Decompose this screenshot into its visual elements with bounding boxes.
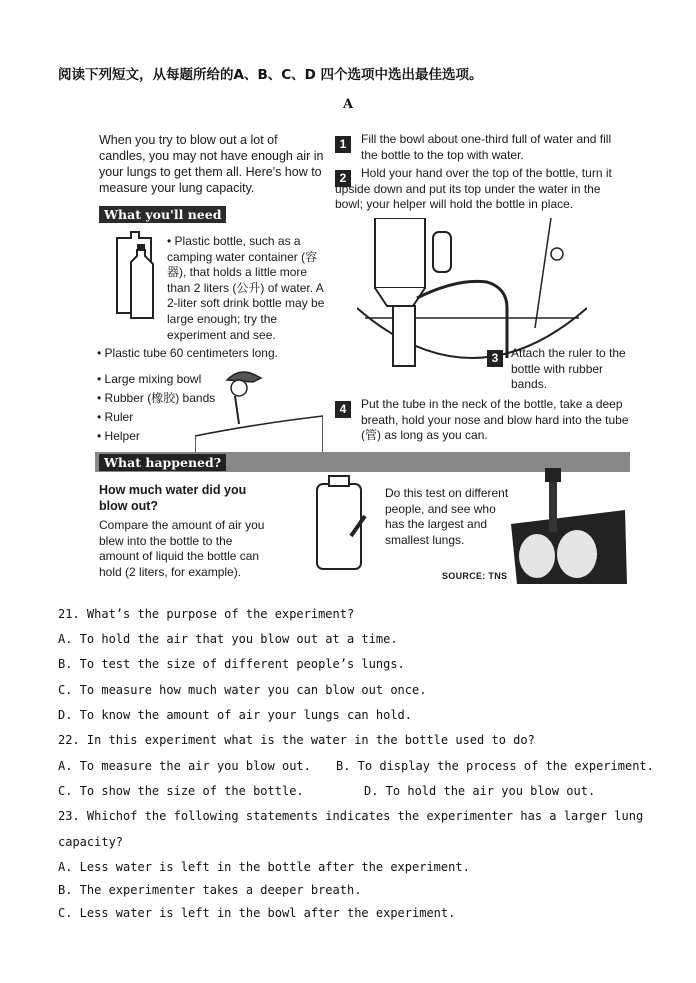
question-body: Compare the amount of air you blew into the bottle to the amount of liquid the bottle can hold (2 liters, for example). xyxy=(99,518,265,579)
list-item: • Ruler xyxy=(97,410,134,424)
step-text: Fill the bowl about one-third full of water and fill the bottle to the top with water. xyxy=(361,132,612,162)
option-21-c: C. To measure how much water you can blow out once. xyxy=(58,683,427,697)
happened-heading: What happened? xyxy=(99,454,226,471)
bottle-tube-illustration xyxy=(305,468,375,573)
lungs-illustration xyxy=(505,460,629,586)
helper-figure-illustration xyxy=(195,364,323,454)
option-23-b: B. The experimenter takes a deeper breath. xyxy=(58,883,362,897)
step-number: 3 xyxy=(487,350,503,367)
option-21-a: A. To hold the air that you blow out at a time. xyxy=(58,632,398,646)
test-text: Do this test on different people, and see who has the largest and smallest lungs. xyxy=(385,486,509,547)
need-heading: What you'll need xyxy=(99,206,226,223)
option-23-c: C. Less water is left in the bowl after the experiment. xyxy=(58,906,456,920)
step-number: 1 xyxy=(335,136,351,153)
step-text: Attach the ruler to the bottle with rubber bands. xyxy=(511,346,626,391)
step-number: 4 xyxy=(335,401,351,418)
question-22: 22. In this experiment what is the water in the bottle used to do? xyxy=(58,733,535,747)
tube-item: • Plastic tube 60 centimeters long. xyxy=(97,346,278,360)
list-item: • Helper xyxy=(97,429,140,443)
bottles-illustration xyxy=(107,228,165,320)
step-text: Put the tube in the neck of the bottle, take a deep breath, hold your nose and blow hard into the tube (管) as long as you can. xyxy=(361,397,629,442)
step-text: Hold your hand over the top of the bottle, turn it upside down and put its top under the water in the bowl; your helper will hold the bottle in place. xyxy=(335,166,612,211)
option-21-d: D. To know the amount of air your lungs can hold. xyxy=(58,708,413,722)
question-21: 21. What’s the purpose of the experiment? xyxy=(58,607,355,621)
option-21-b: B. To test the size of different people’s lungs. xyxy=(58,657,405,671)
option-22-c: C. To show the size of the bottle. xyxy=(58,784,304,798)
list-item: • Large mixing bowl xyxy=(97,372,202,386)
instruction-text: 阅读下列短文，从每题所给的A、B、C、D 四个选项中选出最佳选项。 xyxy=(58,67,483,83)
question-23-cont: capacity? xyxy=(58,835,124,849)
intro-text: When you try to blow out a lot of candles, you may not have enough air in your lungs to get them all. Here's how to measure your lung capacity. xyxy=(99,133,324,195)
step-number: 2 xyxy=(335,170,351,187)
question-23: 23. Whichof the following statements indicates the experimenter has a larger lung xyxy=(58,809,644,823)
source-text: SOURCE: TNS xyxy=(442,571,508,581)
option-23-a: A. Less water is left in the bottle after the experiment. xyxy=(58,860,470,874)
need-items-text: • Plastic bottle, such as a camping water container (容器), that holds a little more than 2 liters (公升) of water. A 2-liter soft drink bottle may be large enough; try the experiment and see. xyxy=(167,234,325,342)
option-22-d: D. To hold the air you blow out. xyxy=(364,784,596,798)
list-item: • Rubber (橡胶) bands xyxy=(97,391,216,405)
question-title: How much water did you blow out? xyxy=(99,483,247,513)
passage-label: A xyxy=(343,97,354,112)
experiment-figure xyxy=(95,128,630,588)
option-22-a: A. To measure the air you blow out. xyxy=(58,759,311,773)
option-22-b: B. To display the process of the experiment. xyxy=(336,759,654,773)
